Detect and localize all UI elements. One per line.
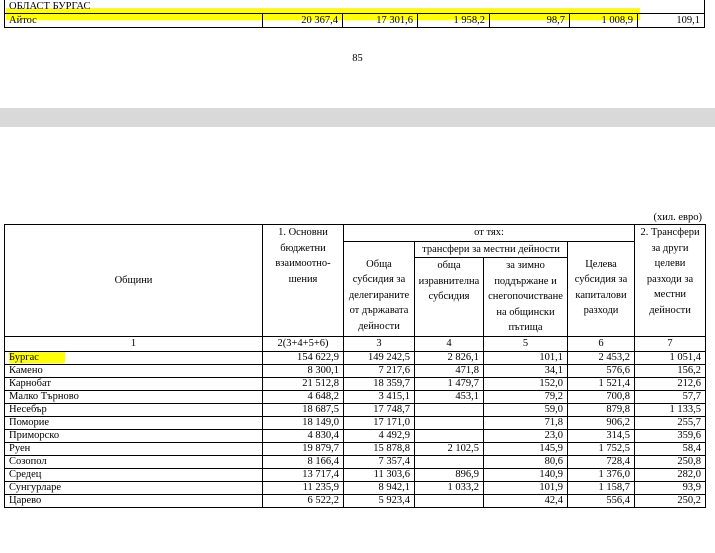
table-row: [5, 351, 706, 364]
cell-value: 8 166,4: [263, 455, 344, 468]
cell-value: 15 878,8: [344, 442, 415, 455]
cell-value: 20 367,4: [263, 14, 343, 28]
table-row: [5, 494, 706, 507]
cell-value: 42,4: [484, 494, 568, 507]
municipality-label: Сунгурларе: [9, 481, 62, 493]
cell-value: 17 301,6: [343, 14, 418, 28]
cell-value: 149 242,5: [344, 351, 415, 364]
cell-value: 896,9: [415, 468, 484, 481]
cell-value: 11 235,9: [263, 481, 344, 494]
cell-value: 13 717,4: [263, 468, 344, 481]
cell-value: 57,7: [635, 390, 706, 403]
municipality-label: Бургас: [9, 352, 65, 363]
cell-value: 700,8: [568, 390, 635, 403]
cell-value: 4 648,2: [263, 390, 344, 403]
table-row: [5, 390, 706, 403]
cell-value: 1 158,7: [568, 481, 635, 494]
table-row: [5, 364, 706, 377]
cell-value: 140,9: [484, 468, 568, 481]
region-row: [5, 0, 705, 14]
cell-value: 255,7: [635, 416, 706, 429]
cell-value: 7 217,6: [344, 364, 415, 377]
municipality-name: [5, 403, 263, 416]
cell-value: [415, 403, 484, 416]
municipality-label: Карнобат: [9, 377, 51, 389]
header-col1: 1. Основни бюджетни взаимоотно-шения: [263, 225, 344, 337]
page-number: 85: [352, 53, 363, 64]
cell-value: 1 051,4: [635, 351, 706, 364]
cell-value: 152,0: [484, 377, 568, 390]
cell-value: [415, 416, 484, 429]
cell-value: 156,2: [635, 364, 706, 377]
municipality-label: Созопол: [9, 455, 47, 467]
cell-value: 1 008,9: [570, 14, 638, 28]
cell-value: 71,8: [484, 416, 568, 429]
table-row: [5, 429, 706, 442]
col-number: 1: [5, 336, 263, 351]
table-row: [5, 481, 706, 494]
cell-value: 101,1: [484, 351, 568, 364]
col-number: 3: [344, 336, 415, 351]
col-number: 6: [568, 336, 635, 351]
table-row: [5, 455, 706, 468]
cell-value: 728,4: [568, 455, 635, 468]
table-row: [5, 416, 706, 429]
subsidy-table: [4, 224, 706, 508]
cell-value: 906,2: [568, 416, 635, 429]
cell-value: 471,8: [415, 364, 484, 377]
cell-value: 4 830,4: [263, 429, 344, 442]
header-col5: за зимно поддържане и снегопочистване на общински пътища: [484, 258, 568, 337]
cell-value: 2 826,1: [415, 351, 484, 364]
cell-value: 359,6: [635, 429, 706, 442]
cell-value: 3 415,1: [344, 390, 415, 403]
municipality-name: [5, 455, 263, 468]
cell-value: 1 033,2: [415, 481, 484, 494]
cell-value: 250,8: [635, 455, 706, 468]
cell-value: 1 752,5: [568, 442, 635, 455]
cell-value: 576,6: [568, 364, 635, 377]
column-numbers-row: [5, 336, 706, 351]
col-number: 2(3+4+5+6): [263, 336, 344, 351]
cell-value: 5 923,4: [344, 494, 415, 507]
municipality-name: [5, 442, 263, 455]
cell-value: 282,0: [635, 468, 706, 481]
cell-value: 21 512,8: [263, 377, 344, 390]
cell-value: 58,4: [635, 442, 706, 455]
cell-value: 1 376,0: [568, 468, 635, 481]
municipality-label: Царево: [9, 494, 42, 506]
cell-value: 145,9: [484, 442, 568, 455]
cell-value: [415, 494, 484, 507]
municipality-name: [5, 377, 263, 390]
municipality-name: [5, 481, 263, 494]
cell-value: 7 357,4: [344, 455, 415, 468]
cell-value: 2 102,5: [415, 442, 484, 455]
cell-value: 79,2: [484, 390, 568, 403]
municipality-label: Несебър: [9, 403, 47, 415]
header-municipalities: Общини: [5, 225, 263, 337]
header-col6: Целева субсидия за капиталови разходи: [568, 241, 635, 336]
cell-value: 6 522,2: [263, 494, 344, 507]
page-top: [0, 0, 715, 108]
table-row: [5, 468, 706, 481]
col-number: 5: [484, 336, 568, 351]
header-of-which: от тях:: [344, 225, 635, 242]
municipality-label: Поморие: [9, 416, 50, 428]
cell-value: 2 453,2: [568, 351, 635, 364]
municipality-label: Средец: [9, 468, 42, 480]
cell-value: 11 303,6: [344, 468, 415, 481]
municipality-label: Приморско: [9, 429, 60, 441]
cell-value: 34,1: [484, 364, 568, 377]
cell-value: 59,0: [484, 403, 568, 416]
col-number: 4: [415, 336, 484, 351]
cell-value: 17 748,7: [344, 403, 415, 416]
municipality-name: [5, 429, 263, 442]
municipality-label: Камено: [9, 364, 43, 376]
region-label: ОБЛАСТ БУРГАС: [9, 0, 91, 12]
cell-value: 18 687,5: [263, 403, 344, 416]
cell-value: 80,6: [484, 455, 568, 468]
cell-value: 314,5: [568, 429, 635, 442]
cell-value: 19 879,7: [263, 442, 344, 455]
cell-value: 1 133,5: [635, 403, 706, 416]
header-col4: обща изравнителна субсидия: [415, 258, 484, 337]
cell-value: [415, 429, 484, 442]
cell-value: 250,2: [635, 494, 706, 507]
municipality-name: [5, 364, 263, 377]
table-row: [5, 377, 706, 390]
cell-value: 879,8: [568, 403, 635, 416]
cell-value: 1 521,4: [568, 377, 635, 390]
page-bottom: [0, 127, 715, 553]
header-local-transfers: трансфери за местни дейности: [415, 241, 568, 258]
municipality-name: [5, 390, 263, 403]
cell-value: [415, 455, 484, 468]
table-row: [5, 14, 705, 28]
cell-value: 8 942,1: [344, 481, 415, 494]
municipality-name: [5, 416, 263, 429]
col-number: 7: [635, 336, 706, 351]
cell-value: 1 958,2: [418, 14, 490, 28]
cell-value: 101,9: [484, 481, 568, 494]
cell-value: 1 479,7: [415, 377, 484, 390]
cell-value: 8 300,1: [263, 364, 344, 377]
cell-value: 18 359,7: [344, 377, 415, 390]
municipality-label: Малко Търново: [9, 390, 79, 402]
unit-label: (хил. евро): [653, 212, 702, 223]
cell-value: 212,6: [635, 377, 706, 390]
cell-value: 4 492,9: [344, 429, 415, 442]
cell-value: 93,9: [635, 481, 706, 494]
municipality-name: [5, 351, 263, 364]
cell-value: 18 149,0: [263, 416, 344, 429]
header-col3: Обща субсидия за делегираните от държавата дейности: [344, 241, 415, 336]
cell-value: 98,7: [490, 14, 570, 28]
top-table: [4, 0, 705, 28]
municipality-name: [5, 494, 263, 507]
table-row: [5, 442, 706, 455]
cell-value: 154 622,9: [263, 351, 344, 364]
table-row: [5, 403, 706, 416]
cell-value: 23,0: [484, 429, 568, 442]
municipality-name: [5, 468, 263, 481]
cell-name: Айтос: [5, 14, 263, 28]
cell-value: 556,4: [568, 494, 635, 507]
cell-value: 453,1: [415, 390, 484, 403]
cell-value: 109,1: [638, 14, 705, 28]
municipality-label: Руен: [9, 442, 31, 454]
cell-value: 17 171,0: [344, 416, 415, 429]
header-col7: 2. Трансфери за други целеви разходи за местни дейности: [635, 225, 706, 337]
